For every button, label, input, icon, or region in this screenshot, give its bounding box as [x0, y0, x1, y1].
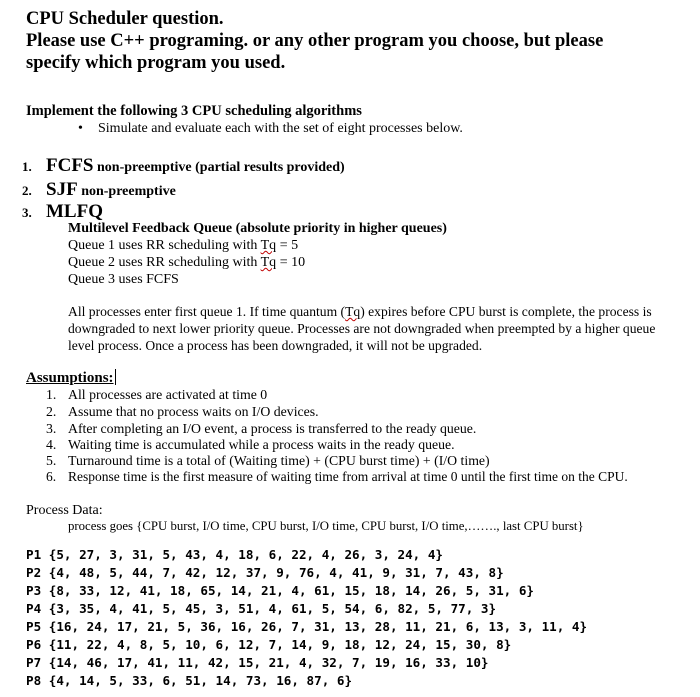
- implement-heading: Implement the following 3 CPU scheduling algorithms: [26, 103, 362, 119]
- assumption-number: 2.: [46, 404, 57, 419]
- assumption-item: [46, 453, 490, 469]
- assumption-text: After completing an I/O event, a process is transferred to the ready queue.: [68, 421, 477, 436]
- assumption-item: [46, 469, 628, 485]
- algorithm-name: MLFQ: [46, 201, 103, 222]
- tq-term: Tq: [260, 238, 277, 253]
- assumption-text: Response time is the first measure of waiting time from arrival at time 0 until the first time on the CPU.: [68, 469, 628, 484]
- algorithm-number: 1.: [22, 159, 32, 174]
- process-line-p7: P7 {14, 46, 17, 41, 11, 42, 15, 21, 4, 32, 7, 19, 16, 33, 10}: [26, 655, 489, 670]
- text-cursor: [115, 369, 116, 385]
- assumptions-heading-text: Assumptions:: [26, 370, 114, 386]
- assumptions-heading: [26, 369, 116, 387]
- title-line-3: specify which program you used.: [26, 53, 286, 73]
- intro-bullet: [78, 121, 463, 137]
- queue-text: Queue 3 uses FCFS: [68, 272, 179, 287]
- algorithm-desc: non-preemptive: [77, 184, 176, 199]
- assumption-number: 1.: [46, 387, 57, 402]
- process-line-p1: P1 {5, 27, 3, 31, 5, 43, 4, 18, 6, 22, 4, 26, 3, 24, 4}: [26, 547, 444, 562]
- bullet-dot: •: [78, 121, 83, 136]
- queue-text: Queue 1 uses RR scheduling with: [68, 238, 261, 253]
- process-line-p4: P4 {3, 35, 4, 41, 5, 45, 3, 51, 4, 61, 5, 54, 6, 82, 5, 77, 3}: [26, 601, 497, 616]
- algorithm-number: 3.: [22, 205, 32, 220]
- assumption-item: [46, 437, 455, 453]
- title-line-2: Please use C++ programing. or any other program you choose, but please: [26, 31, 604, 51]
- assumption-item: [46, 404, 319, 420]
- queue-text: Queue 2 uses RR scheduling with: [68, 255, 261, 270]
- process-line-p6: P6 {11, 22, 4, 8, 5, 10, 6, 12, 7, 14, 9, 18, 12, 24, 15, 30, 8}: [26, 637, 512, 652]
- mlfq-paragraph: [68, 303, 680, 354]
- queue-value: = 10: [276, 255, 306, 270]
- mlfq-heading: Multilevel Feedback Queue (absolute priority in higher queues): [68, 221, 447, 236]
- queue-value: = 5: [276, 238, 299, 253]
- queue-2-line: [68, 255, 305, 271]
- tq-term: Tq: [260, 255, 277, 270]
- queue-1-line: [68, 238, 298, 254]
- assumption-number: 6.: [46, 469, 57, 484]
- process-format: process goes {CPU burst, I/O time, CPU burst, I/O time, CPU burst, I/O time,……., last CPU burst}: [68, 519, 584, 533]
- assumption-number: 3.: [46, 421, 57, 436]
- process-line-p3: P3 {8, 33, 12, 41, 18, 65, 14, 21, 4, 61, 15, 18, 14, 26, 5, 31, 6}: [26, 583, 534, 598]
- algorithm-number: 2.: [22, 183, 32, 198]
- assumption-number: 5.: [46, 453, 57, 468]
- process-line-p8: P8 {4, 14, 5, 33, 6, 51, 14, 73, 16, 87, 6}: [26, 673, 353, 688]
- process-data-heading: Process Data:: [26, 503, 103, 518]
- assumption-text: Turnaround time is a total of (Waiting time) + (CPU burst time) + (I/O time): [68, 453, 490, 468]
- para-text-end: ) expires before CPU burst is complete, the process is downgraded to next lower priority queue. Processes are not downgraded when preempted by a higher queue level process. Once a process has been downgraded, it will not be upgraded.: [68, 304, 656, 353]
- algorithm-desc: non-preemptive (partial results provided): [93, 160, 345, 175]
- algorithm-name: SJF: [46, 179, 78, 200]
- assumption-text: Waiting time is accumulated while a process waits in the ready queue.: [68, 437, 455, 452]
- algorithm-item-sjf: [22, 179, 176, 201]
- title-line-1: CPU Scheduler question.: [26, 9, 224, 29]
- para-text-start: All processes enter first queue 1. If time quantum (: [68, 304, 346, 319]
- intro-bullet-text: Simulate and evaluate each with the set of eight processes below.: [98, 121, 463, 136]
- assumption-item: [46, 421, 476, 437]
- algorithm-item-mlfq: [22, 201, 103, 223]
- assumption-text: All processes are activated at time 0: [68, 387, 268, 402]
- assumption-text: Assume that no process waits on I/O devices.: [68, 404, 319, 419]
- assumption-item: [46, 387, 267, 403]
- assumption-number: 4.: [46, 437, 57, 452]
- algorithm-item-fcfs: [22, 155, 345, 177]
- algorithm-name: FCFS: [46, 155, 94, 176]
- process-line-p5: P5 {16, 24, 17, 21, 5, 36, 16, 26, 7, 31, 13, 28, 11, 21, 6, 13, 3, 11, 4}: [26, 619, 588, 634]
- queue-3-line: [68, 272, 179, 288]
- tq-term: Tq: [345, 304, 361, 319]
- process-line-p2: P2 {4, 48, 5, 44, 7, 42, 12, 37, 9, 76, 4, 41, 9, 31, 7, 43, 8}: [26, 565, 504, 580]
